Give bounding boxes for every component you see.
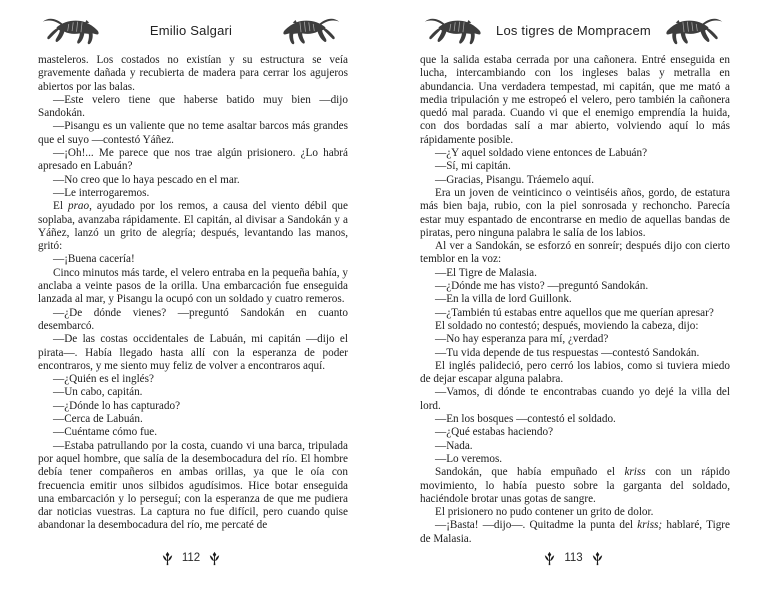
paragraph: —Un cabo, capitán.	[53, 386, 143, 399]
left-page-footer	[0, 548, 382, 568]
paragraph: —Nada.	[435, 439, 473, 452]
paragraph: El inglés palideció, pero cerró los labios, como si tuviera miedo de dejar escapar alguna palabra.	[420, 359, 730, 386]
paragraph: masteleros. Los costados no existían y su estructura se veía gravemente dañada y recubierta de madera para cerrar los agujeros abiertos por las balas.	[38, 54, 348, 93]
paragraph: —Lo veremos.	[435, 452, 503, 465]
paragraph: Cinco minutos más tarde, el velero entraba en la pequeña bahía, y anclaba a veinte pasos de la orilla. Una embarcación fue enseguida lanzada al mar, y Pisangu la ocupó con un soldado y cuatro remeros.	[38, 266, 348, 306]
running-title-author: Emilio Salgari	[149, 22, 233, 38]
paragraph: Sandokán, que había empuñado el kriss con un rápido movimiento, lo había puesto sobre la garganta del soldado, haciéndole brotar unas gotas de sangre.	[420, 466, 730, 505]
paragraph: —¡Oh!... Me parece que nos trae algún prisionero. ¿Lo habrá apresado en Labuán?	[38, 147, 348, 173]
paragraph: —¿Y aquel soldado viene entonces de Labuán?	[435, 147, 648, 160]
tiger-ornament-icon	[422, 13, 484, 47]
page-number: 112	[181, 552, 201, 564]
paragraph: —Tu vida depende de tus respuestas —contestó Sandokán.	[435, 346, 700, 359]
paragraph: —Cerca de Labuán.	[53, 413, 143, 426]
right-page-text	[420, 54, 730, 550]
paragraph: —¿Qué estabas haciendo?	[435, 426, 554, 439]
paragraph: —En la villa de lord Guillonk.	[435, 293, 572, 306]
paragraph: —De las costas occidentales de Labuán, mi capitán —dijo el pirata—. Había llegado hasta allí con la esperanza de poder encontraros, y me siento muy feliz de volver a encontraros aquí.	[38, 333, 348, 372]
right-page	[382, 0, 765, 595]
fleuron-icon	[209, 551, 220, 566]
paragraph: Al ver a Sandokán, se esforzó en sonreír; después dijo con cierto temblor en la voz:	[420, 240, 730, 266]
paragraph: —No hay esperanza para mí, ¿verdad?	[435, 333, 609, 346]
tiger-ornament-icon	[40, 13, 102, 47]
fleuron-icon	[592, 551, 603, 566]
paragraph: —Vamos, di dónde te encontrabas cuando yo dejé la villa del lord.	[420, 386, 730, 412]
right-page-footer	[382, 548, 765, 568]
tiger-ornament-icon	[280, 13, 342, 47]
paragraph: —Estaba patrullando por la costa, cuando vi una barca, tripulada por aquel hombre, que salía de la desembocadura del río. El hombre debía tener compañeros en ambas orillas, ya que le oía con frecuencia emitir unos silbidos agudísimos. Hice botar enseguida una embarcación y lo perseguí; con la esperanza de que me pudiera dar noticias vuestras. La captura no fue difícil, pero cuando quise abandonar la desembocadura del río, me percaté de	[38, 439, 348, 532]
left-page	[0, 0, 382, 595]
paragraph: —Pisangu es un valiente que no teme asaltar barcos más grandes que el suyo —contestó Yáñez.	[38, 120, 348, 146]
paragraph: —¿Dónde lo has capturado?	[53, 399, 181, 412]
left-page-header	[0, 8, 382, 52]
paragraph: Era un joven de veinticinco o veintiséis años, gordo, de estatura más bien baja, rubio, con la piel sonrosada y rechoncho. Parecía estar muy espantado de encontrarse en medio de aquellas bandas de piratas, pero ninguna palabra le salía de los labios.	[420, 186, 730, 239]
right-page-header	[382, 8, 765, 52]
paragraph: que la salida estaba cerrada por una cañonera. Entré enseguida en lucha, intercambiando con los ingleses balas y metralla en abundancia. Una verdadera tempestad, mi capitán, que me mató a media tripulación y me estropeó el velero, pero también la cañonera quedó mal parada. Cuando vi que el enemigo emprendía la huida, con dos bordadas salí a mar abierto, volviendo aquí lo más rápidamente posible.	[420, 54, 730, 146]
paragraph: —¡Buena cacería!	[53, 253, 135, 266]
paragraph: —Sí, mi capitán.	[435, 160, 511, 173]
fleuron-icon	[544, 551, 555, 566]
paragraph: —El Tigre de Malasia.	[435, 266, 537, 279]
paragraph: —Este velero tiene que haberse batido muy bien —dijo Sandokán.	[38, 93, 348, 120]
paragraph: El prisionero no pudo contener un grito de dolor.	[435, 506, 654, 519]
paragraph: —No creo que lo haya pescado en el mar.	[53, 173, 240, 186]
tiger-ornament-icon	[663, 13, 725, 47]
paragraph: —Le interrogaremos.	[53, 186, 150, 199]
fleuron-icon	[162, 551, 173, 566]
paragraph: —¿También tú estabas entre aquellos que me querían apresar?	[435, 306, 714, 319]
paragraph: —Cuéntame cómo fue.	[53, 426, 158, 439]
paragraph: —¿Dónde me has visto? —preguntó Sandokán.	[435, 280, 649, 293]
paragraph: El soldado no contestó; después, moviendo la cabeza, dijo:	[435, 319, 699, 332]
paragraph: —¿Quién es el inglés?	[53, 373, 154, 386]
paragraph: —Gracias, Pisangu. Tráemelo aquí.	[435, 173, 595, 186]
paragraph: —¿De dónde vienes? —preguntó Sandokán en cuanto desembarcó.	[38, 306, 348, 332]
paragraph: —En los bosques —contestó el soldado.	[435, 413, 616, 426]
paragraph: El prao, ayudado por los remos, a causa del viento débil que soplaba, avanzaba rápidamente. El capitán, al divisar a Sandokán y a Yáñez, lanzó un grito de alegría; después, levantando las manos, gritó:	[38, 200, 348, 253]
paragraph: —¡Basta! —dijo—. Quitadme la punta del kriss; hablaré, Tigre de Malasia.	[420, 519, 730, 545]
left-page-text	[38, 54, 348, 550]
running-title-book: Los tigres de Mompracem	[496, 22, 651, 38]
page-number: 113	[564, 552, 583, 564]
